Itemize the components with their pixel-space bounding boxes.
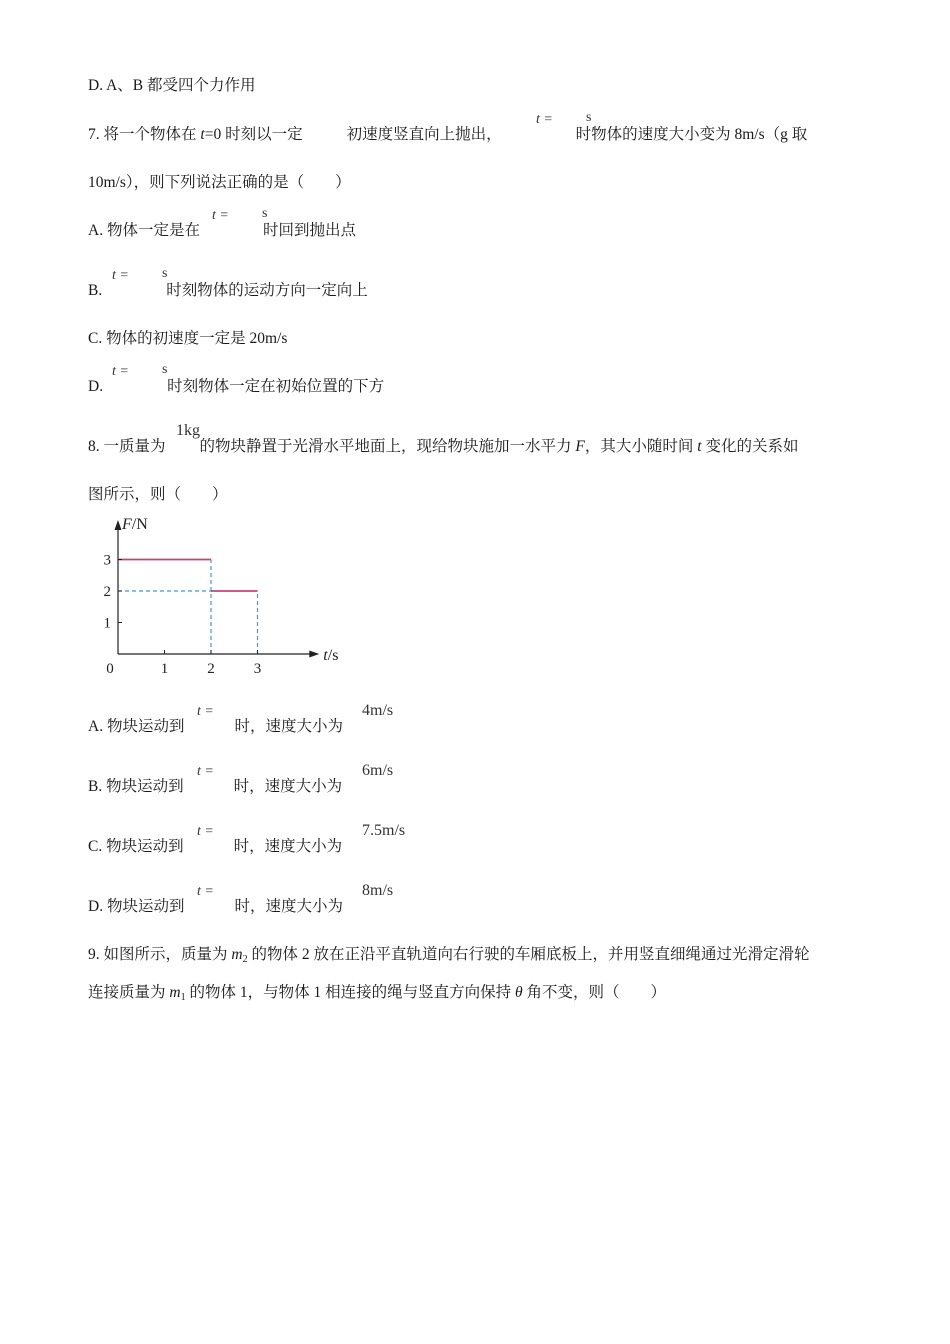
q8-option-b-speed: 6m/s [362, 762, 394, 779]
q8-mass: 1kg [176, 422, 200, 439]
q8-option-b: B. 物块运动到 时，速度大小为 [88, 778, 343, 795]
q7-option-b: B. 时刻物体的运动方向一定向上 [88, 282, 368, 299]
q8-stem: 8. 一质量为 的物块静置于光滑水平地面上，现给物块施加一水平力 F，其大小随时间 t 变化的关系如 [88, 438, 799, 455]
q8-option-d: D. 物块运动到 时，速度大小为 [88, 898, 343, 915]
q7-option-a-unit: s [262, 206, 268, 221]
y-axis-arrow [115, 520, 122, 530]
q7-option-d: D. 时刻物体一定在初始位置的下方 [88, 378, 385, 395]
y-tick-label-2: 2 [103, 584, 111, 600]
q9-stem-line2: 连接质量为 $m_1$ 的物体 1，与物体 1 相连接的绳与竖直方向保持 θ 角不变，则（ ） [88, 984, 666, 1003]
q7-option-d-t-eq: t = [112, 364, 129, 379]
y-tick-label-1: 1 [103, 615, 111, 632]
q8-option-a-t-eq: t = [197, 704, 214, 719]
x-tick-label-3: 3 [253, 661, 262, 677]
q7-stem-line2: 10m/s），则下列说法正确的是（ ） [88, 174, 351, 191]
q8-option-c: C. 物块运动到 时，速度大小为 [88, 838, 343, 855]
q8-option-d-speed: 8m/s [362, 882, 394, 899]
q7-option-b-unit: s [162, 266, 168, 281]
q6-option-d: D. A、B 都受四个力作用 [88, 77, 256, 94]
q7-option-a-t-eq: t = [212, 208, 229, 223]
q9-stem: 9. 如图所示，质量为 $m_2$ 的物体 2 放在正沿平直轨道向右行驶的车厢底板上，并用竖直细绳通过光滑定滑轮 [88, 946, 810, 965]
x-tick-label-2: 2 [207, 661, 215, 677]
q8-option-a: A. 物块运动到 时，速度大小为 [88, 718, 343, 735]
q7-stem: 7. 将一个物体在 t=0 时刻以一定 初速度竖直向上抛出， 时物体的速度大小变为 8m/s（g 取 [88, 126, 808, 143]
q8-option-a-speed: 4m/s [362, 702, 394, 719]
q7-option-c: C. 物体的初速度一定是 20m/s [88, 330, 288, 347]
q8-option-c-speed: 7.5m/s [362, 822, 406, 839]
q8-stem-line2: 图所示，则（ ） [88, 486, 228, 503]
x-axis-arrow [309, 651, 319, 658]
q7-option-b-t-eq: t = [112, 268, 129, 283]
x-tick-label-1: 1 [160, 661, 169, 677]
q8-option-c-t-eq: t = [197, 824, 214, 839]
q8-option-d-t-eq: t = [197, 884, 214, 899]
q8-option-b-t-eq: t = [197, 764, 214, 779]
q8-force-time-chart [96, 512, 346, 682]
y-tick-label-3: 3 [103, 552, 111, 569]
q7-stem-t-eq: t = [536, 112, 553, 127]
x-tick-label-0: 0 [106, 661, 114, 677]
y-axis-label: F/N [122, 516, 148, 533]
q7-stem-unit: s [586, 110, 592, 125]
q7-option-a: A. 物体一定是在 时回到抛出点 [88, 222, 356, 239]
q7-option-d-unit: s [162, 362, 168, 377]
x-axis-label: t/s [323, 647, 339, 664]
